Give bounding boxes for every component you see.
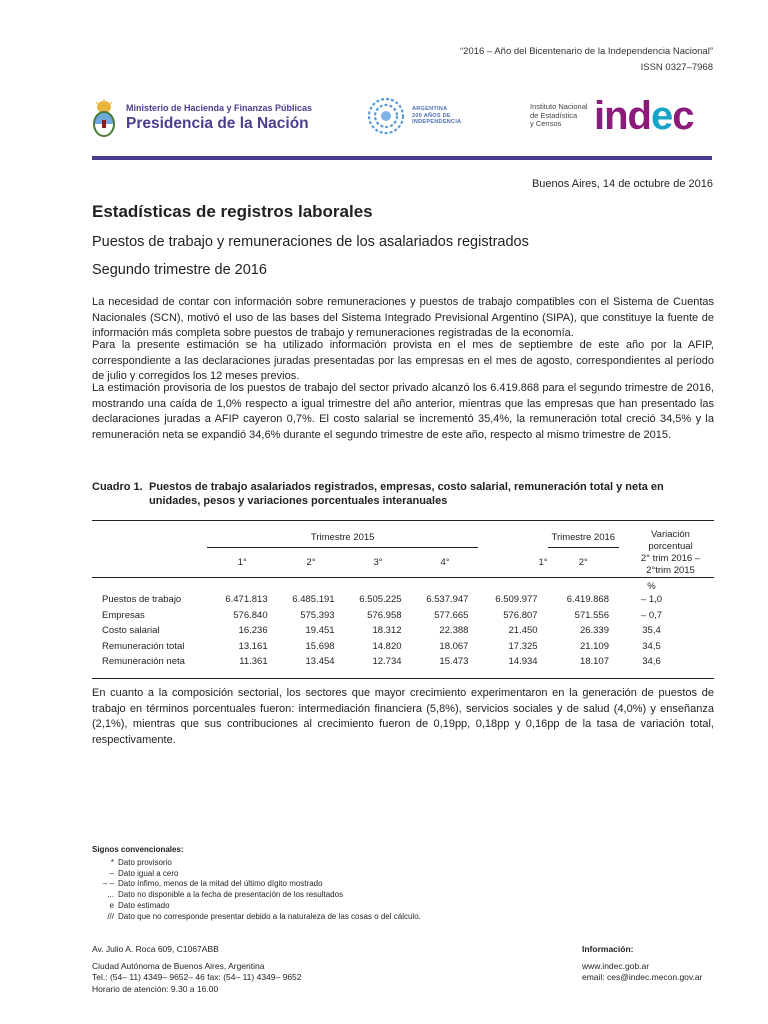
table-row — [92, 592, 714, 608]
variation-cell: 35,4 — [642, 625, 661, 637]
signo-text: Dato estimado — [118, 900, 170, 910]
value-cell: 6.485.191 — [292, 594, 335, 606]
value-cell: 6.471.813 — [225, 594, 268, 606]
page-title: Estadísticas de registros laborales — [92, 202, 373, 221]
signos-convencionales — [92, 845, 421, 923]
address-line-1: Av. Julio A. Roca 609, C1067ABB — [92, 944, 219, 954]
signo-item — [92, 912, 421, 923]
variation-cell: – 0,7 — [640, 609, 663, 621]
row-label: Remuneración total — [102, 640, 185, 652]
quarter-2016-1: 1° — [538, 556, 548, 568]
value-cell: 14.820 — [372, 640, 402, 652]
header-divider — [92, 156, 712, 160]
value-cell: 576.840 — [233, 609, 268, 621]
bicentenario-line-2: 200 AÑOS DE — [412, 112, 451, 119]
quarter-2016-2: 2° — [578, 556, 588, 568]
indec-line-3: y Censos — [530, 119, 562, 129]
value-cell: 571.556 — [574, 609, 609, 621]
intro-paragraph-1: La necesidad de contar con información sobre remuneraciones y puestos de trabajo compatibles con el Sistema de Cuentas Nacionales (SCN), motivó el uso de las bases del Sistema Integrado Previsional Argentino (SIPA), que constituye la fuente de información más completa sobre puestos de trabajo y remuneraciones registradas de la economía. — [92, 296, 714, 340]
value-cell: 16.236 — [238, 625, 268, 637]
row-label: Empresas — [102, 609, 145, 621]
value-cell: 576.958 — [367, 609, 402, 621]
hours: Horario de atención: 9.30 a 16.00 — [92, 983, 219, 994]
address-line-2: Ciudad Autónoma de Buenos Aires, Argentina — [92, 960, 265, 971]
closing-paragraph: En cuanto a la composición sectorial, los sectores que mayor crecimiento experimentaron en la generación de puestos de trabajo en términos porcentuales fueron: intermediación financiera (5,8%), servicios sociales y de salud (4,0%) y enseñanza (2,1%), mientras que sus contribuciones al crecimiento fueron de 0,19pp, 0,18pp y 0,16pp de la tasa de variación total, respectivamente. — [92, 687, 714, 746]
bicentenario-logo — [366, 96, 461, 136]
value-cell: 18.067 — [439, 640, 469, 652]
row-label: Costo salarial — [102, 625, 160, 637]
dateline: Buenos Aires, 14 de octubre de 2016 — [531, 178, 713, 190]
intro-paragraph-3: La estimación provisoria de los puestos de trabajo del sector privado alcanzó los 6.419.868 para el segundo trimestre de 2016, mostrando una caída de 1,0% respecto a igual trimestre del año anterior, mientras que las empresas que han presentado las declaraciones juradas a AFIP cayeron 0,7%. El costo salarial se incrementó 35,4%, la remuneración total creció 34,5% y la remuneración neta se expandió 34,6% durante el segundo trimestre de este año, respecto al mismo trimestre de 2015. — [92, 382, 714, 441]
signo-item — [92, 879, 421, 890]
quarter-2015-2: 2° — [306, 556, 316, 568]
signo-text: Dato igual a cero — [118, 868, 179, 878]
page-subtitle: Puestos de trabajo y remuneraciones de los asalariados registrados — [92, 234, 529, 250]
signo-item — [92, 869, 421, 880]
unit-percent: % — [647, 581, 656, 592]
info-title: Información: — [582, 944, 634, 954]
value-cell: 13.161 — [238, 640, 268, 652]
intro-paragraph-2: Para la presente estimación se ha utilizado información provista en el mes de septiembre de este año por la AFIP, correspondiente a las declaraciones juradas presentadas por las empresas en el mes de agosto, correspondientes al período de julio y corregidos los 12 meses previos. — [92, 339, 714, 383]
indec-logo — [530, 96, 693, 136]
signo-symbol: /// — [107, 911, 114, 921]
issn: ISSN 0327–7968 — [640, 62, 713, 73]
bicentenario-line-3: INDEPENDENCIA — [412, 119, 462, 126]
email-link[interactable]: email: ces@indec.mecon.gov.ar — [582, 972, 703, 982]
signo-symbol: – – — [102, 879, 114, 889]
value-cell: 13.454 — [305, 656, 335, 668]
row-label: Remuneración neta — [102, 656, 185, 668]
signo-item — [92, 901, 421, 912]
table-row — [92, 639, 714, 655]
header-motto: “2016 – Año del Bicentenario de la Independencia Nacional” — [460, 46, 713, 57]
signo-text: Dato que no corresponde presentar debido a la naturaleza de las cosas o del cálculo. — [118, 911, 421, 921]
variation-cell: 34,6 — [642, 656, 661, 668]
value-cell: 18.107 — [579, 656, 609, 668]
header-trimestre-2016: Trimestre 2016 — [551, 532, 616, 544]
value-cell: 17.325 — [508, 640, 538, 652]
value-cell: 575.393 — [300, 609, 335, 621]
presidency-name: Presidencia de la Nación — [126, 115, 309, 133]
coat-of-arms-icon — [90, 98, 118, 138]
value-cell: 11.361 — [239, 656, 268, 668]
footer-info — [582, 944, 702, 984]
signo-text: Dato no disponible a la fecha de presentación de los resultados — [118, 890, 344, 900]
table-row — [92, 608, 714, 624]
value-cell: 14.934 — [508, 656, 538, 668]
value-cell: 26.339 — [579, 625, 609, 637]
signo-symbol: – — [109, 868, 114, 878]
signo-item — [92, 858, 421, 869]
table-row — [92, 654, 714, 670]
bicentenario-line-1: ARGENTINA — [412, 105, 448, 112]
row-label: Puestos de trabajo — [102, 594, 182, 606]
value-cell: 22.388 — [439, 625, 469, 637]
value-cell: 21.109 — [579, 640, 609, 652]
period-heading: Segundo trimestre de 2016 — [92, 262, 267, 278]
indec-wordmark: indec — [594, 94, 694, 138]
quarter-2015-1: 1° — [237, 556, 247, 568]
table-row — [92, 623, 714, 639]
signo-text: Dato provisorio — [118, 857, 172, 867]
signo-text: Dato ínfimo, menos de la mitad del último dígito mostrado — [118, 879, 323, 889]
phone: Tel.: (54– 11) 4349– 9652– 46 fax: (54– 11) 4349– 9652 — [92, 972, 302, 982]
signo-symbol: e — [109, 900, 114, 910]
ministry-name: Ministerio de Hacienda y Finanzas Públicas — [126, 103, 313, 114]
quarter-2015-4: 4° — [440, 556, 450, 568]
value-cell: 577.665 — [434, 609, 469, 621]
signo-symbol: * — [110, 857, 114, 867]
value-cell: 6.509.977 — [495, 594, 538, 606]
variation-cell: 34,5 — [642, 640, 661, 652]
value-cell: 21.450 — [508, 625, 538, 637]
bicentenario-emblem-icon — [366, 96, 406, 136]
header-variacion: Variación porcentual 2° trim 2016 – 2°trim 2015 — [640, 529, 701, 576]
value-cell: 6.419.868 — [566, 594, 609, 606]
header-trimestre-2015: Trimestre 2015 — [310, 532, 375, 544]
value-cell: 12.734 — [372, 656, 402, 668]
indec-line-2: de Estadística — [530, 110, 578, 120]
variation-cell: – 1,0 — [640, 594, 663, 606]
table-label: Cuadro 1. — [92, 481, 143, 493]
value-cell: 18.312 — [372, 625, 402, 637]
value-cell: 6.505.225 — [359, 594, 402, 606]
quarter-2015-3: 3° — [373, 556, 383, 568]
value-cell: 15.698 — [305, 640, 335, 652]
value-cell: 576.807 — [503, 609, 538, 621]
value-cell: 6.537.947 — [426, 594, 469, 606]
signo-item — [92, 890, 421, 901]
value-cell: 15.473 — [439, 656, 469, 668]
website-link[interactable]: www.indec.gob.ar — [582, 960, 650, 971]
data-table — [92, 520, 714, 679]
signo-symbol: ... — [107, 890, 114, 900]
value-cell: 19.451 — [305, 625, 335, 637]
signos-title: Signos convencionales: — [92, 845, 184, 854]
indec-line-1: Instituto Nacional — [530, 102, 588, 112]
footer-address — [92, 944, 302, 995]
ministry-logo — [90, 98, 312, 138]
table-caption-text: Puestos de trabajo asalariados registrados, empresas, costo salarial, remuneración total y neta en unidades, pesos y variaciones porcentuales interanuales — [149, 481, 664, 507]
